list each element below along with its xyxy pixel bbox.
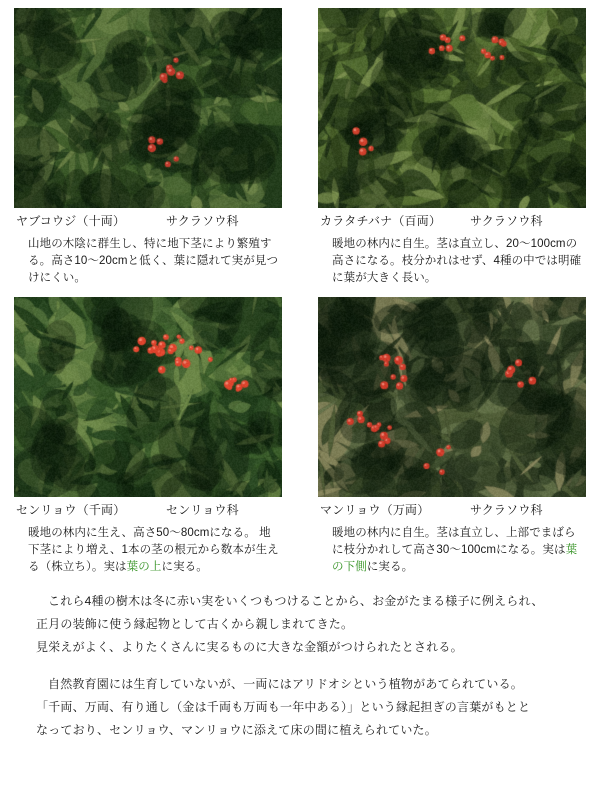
plant-photo (14, 8, 282, 208)
plant-photo (318, 297, 586, 497)
plant-photo (318, 8, 586, 208)
yabukouji-photo (14, 8, 282, 208)
paragraph-spacer (36, 659, 580, 673)
plant-name: マンリョウ（万両） (320, 503, 430, 517)
description-text: に実る。 (366, 561, 414, 573)
plant-description (14, 521, 282, 576)
plant-photo (14, 297, 282, 497)
footer-p2-l1: 自然教育園には生育していないが、一両にはアリドオシという植物があてられている。 (48, 677, 523, 691)
plant-description: 暖地の林内に自生。茎は直立し、20〜100cmの高さになる。枝分かれはせず、4種の中では明確に葉が大きく長い。 (332, 238, 582, 284)
plant-caption (318, 208, 586, 232)
plant-card-grid (14, 8, 586, 578)
footer-p1-l1: これら4種の樹木は冬に赤い実をいくつもつけることから、お金がたまる様子に例えられ、 (48, 594, 544, 608)
row-spacer (14, 289, 586, 297)
footer-p2-l3: なっており、センリョウ、マンリョウに添えて床の間に植えられていた。 (36, 723, 437, 737)
manryou-photo (318, 297, 586, 497)
plant-card (14, 297, 282, 576)
plant-family: サクラソウ科 (470, 503, 543, 517)
plant-description: 山地の木陰に群生し、特に地下茎により繁殖する。高さ10〜20cmと低く、葉に隠れて実が見つけにくい。 (28, 238, 279, 284)
plant-name: カラタチバナ（百両） (320, 214, 442, 228)
plant-family: サクラソウ科 (470, 214, 543, 228)
senryou-photo (14, 297, 282, 497)
plant-name: センリョウ（千両） (16, 503, 126, 517)
description-text: 暖地の林内に生え、高さ50〜80cmになる。 地下茎により増え、1本の茎の根元から数本が生える（株立ち）。実は (28, 527, 279, 573)
plant-family: センリョウ科 (166, 503, 239, 517)
plant-card (318, 8, 586, 287)
description-text: 暖地の林内に自生。茎は直立し、上部でまばらに枝分かれして高さ30〜100cmになる。実は (332, 527, 576, 556)
footer-p1-l3: 見栄えがよく、よりたくさんに実るものに大きな金額がつけられたとされる。 (36, 640, 463, 654)
highlighted-term: 葉の下側 (332, 544, 578, 573)
plant-card (318, 297, 586, 576)
plant-card (14, 8, 282, 287)
plant-caption (14, 497, 282, 521)
footer-p2-l2: 「千両、万両、有り通し（金は千両も万両も一年中ある）」という縁起担ぎの言葉がもとと (36, 700, 531, 714)
footer-p1-l2: 正月の装飾に使う縁起物として古くから親しまれてきた。 (36, 617, 354, 631)
highlighted-term: 葉の上 (126, 561, 162, 573)
plant-name: ヤブコウジ（十両） (16, 214, 126, 228)
description-text: に実る。 (161, 561, 208, 573)
plant-caption (14, 208, 282, 232)
karatachibana-photo (318, 8, 586, 208)
plant-description (318, 521, 586, 576)
footer-text (14, 590, 586, 742)
plant-family: サクラソウ科 (166, 214, 239, 228)
plant-caption (318, 497, 586, 521)
